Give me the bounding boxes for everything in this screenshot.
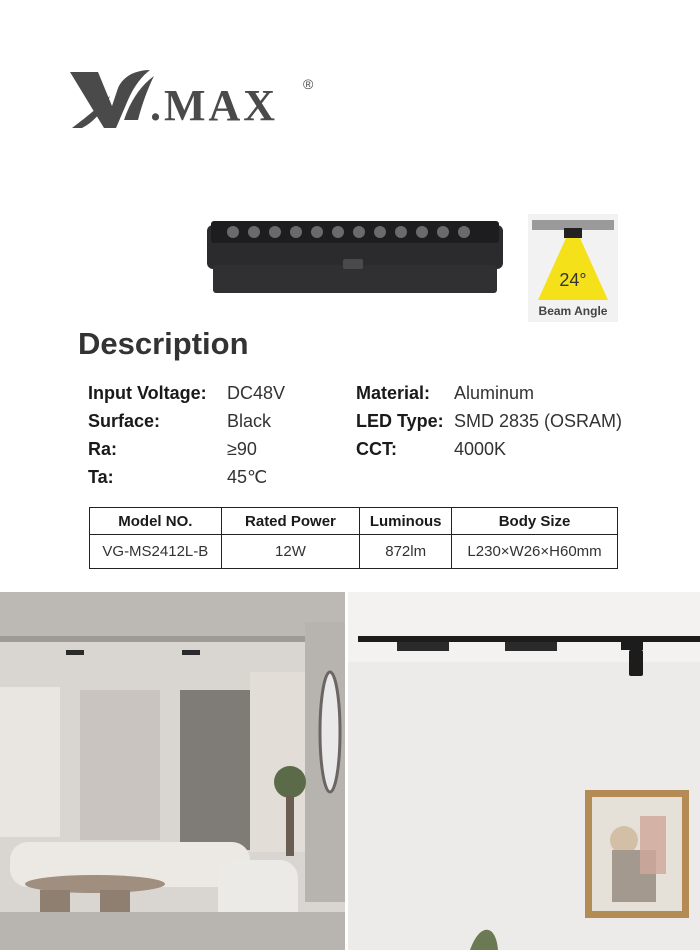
spec-value: SMD 2835 (OSRAM) (454, 411, 623, 431)
spec-key: CCT: (356, 439, 397, 459)
table-cell: L230×W26×H60mm (452, 535, 618, 569)
beam-angle-label: Beam Angle (538, 304, 608, 318)
spec-value: Aluminum (454, 383, 535, 403)
spec-key: Surface: (88, 411, 161, 431)
spec-key: Material: (356, 383, 431, 403)
table-header: Model NO. (90, 508, 222, 535)
table-header: Body Size (452, 508, 618, 535)
living-room-photo (0, 592, 345, 950)
application-photos (0, 592, 700, 950)
registered-mark: ® (303, 76, 314, 92)
table-cell: VG-MS2412L-B (90, 535, 222, 569)
table-header-row (90, 508, 618, 535)
spec-key: Input Voltage: (88, 383, 207, 403)
model-table (89, 507, 618, 569)
spec-value: ≥90 (227, 439, 257, 459)
spec-key: LED Type: (356, 411, 444, 431)
table-header: Rated Power (221, 508, 360, 535)
brand-name: .MAX (150, 81, 279, 130)
spec-key: Ta: (88, 467, 114, 487)
description-title: Description (78, 326, 249, 361)
table-header: Luminous (360, 508, 452, 535)
product-image (205, 215, 505, 299)
spec-value: 4000K (454, 439, 507, 459)
spec-value: Black (227, 411, 272, 431)
spec-key: Ra: (88, 439, 118, 459)
table-cell: 12W (221, 535, 360, 569)
table-row (90, 535, 618, 569)
beam-angle-value: 24° (559, 270, 587, 290)
spec-value: 45℃ (227, 467, 268, 487)
table-cell: 872lm (360, 535, 452, 569)
wall-art-photo (345, 592, 700, 950)
spec-value: DC48V (227, 383, 286, 403)
